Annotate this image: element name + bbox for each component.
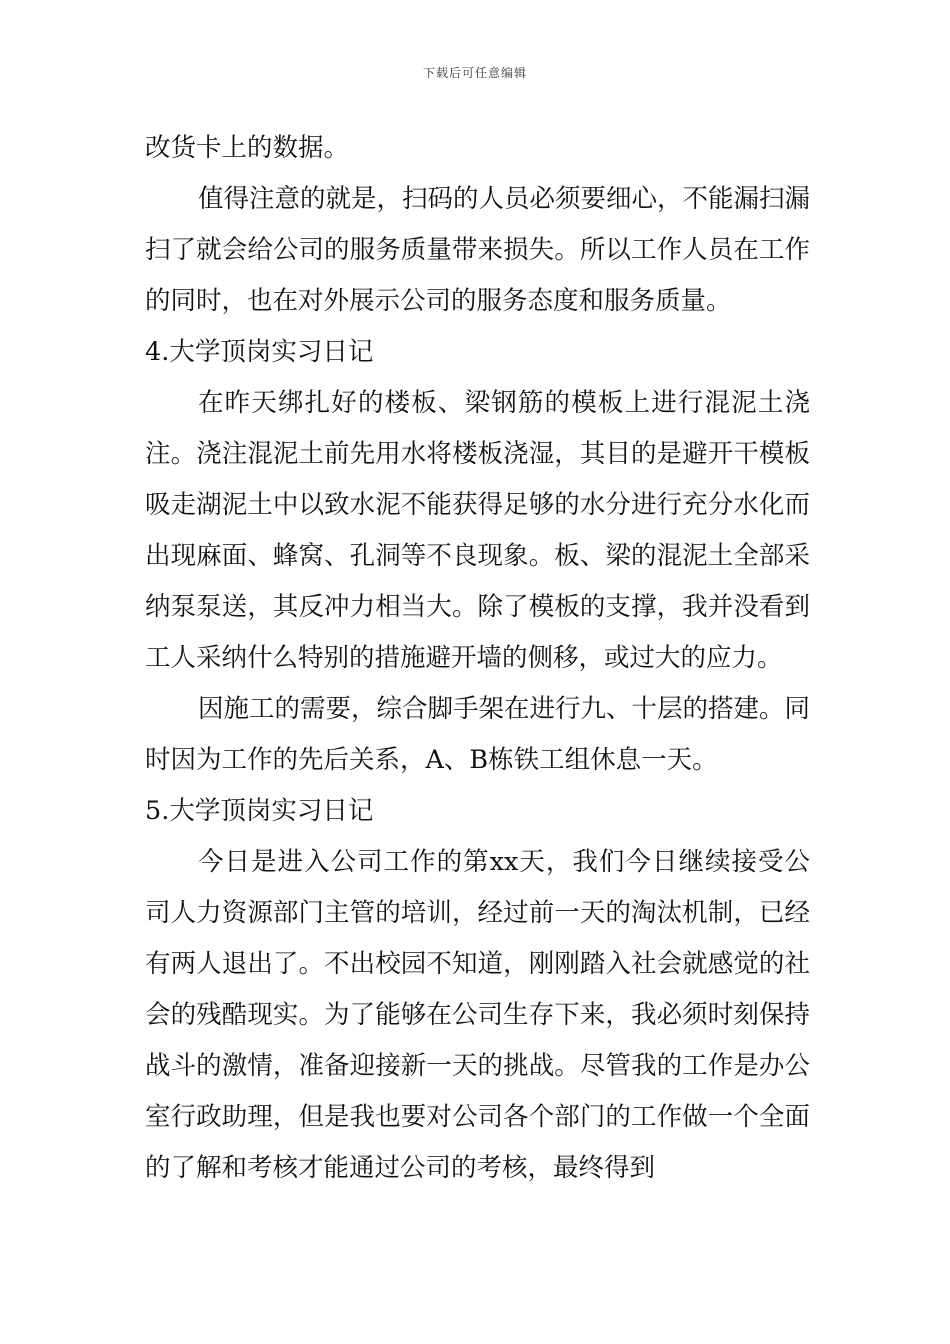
paragraph-continuation: 改货卡上的数据。 [145, 133, 350, 163]
paragraph-scanning-note: 值得注意的就是，扫码的人员必须要细心，不能漏扫漏扫了就会给公司的服务质量带来损失。所以工作人员在工作的同时，也在对外展示公司的服务态度和服务质量。 [145, 184, 811, 316]
page-header-note: 下载后可任意编辑 [422, 66, 527, 80]
document-body [145, 123, 810, 1194]
paragraph-training: 今日是进入公司工作的第xx天，我们今日继续接受公司人力资源部门主管的培训，经过前一天的淘汰机制，已经有两人退出了。不出校园不知道，刚刚踏入社会就感觉的社会的残酷现实。为了能够在公司生存下来，我必须时刻保持战斗的激情，准备迎接新一天的挑战。尽管我的工作是办公室行政助理，但是我也要对公司各个部门的工作做一个全面的了解和考核才能通过公司的考核，最终得到 [145, 847, 810, 1183]
paragraph-concrete-pouring: 在昨天绑扎好的楼板、梁钢筋的模板上进行混泥土浇注。浇注混泥土前先用水将楼板浇湿，其目的是避开干模板吸走湖泥土中以致水泥不能获得足够的水分进行充分水化而出现麻面、蜂窝、孔洞等不良现象。板、梁的混泥土全部采纳泵泵送，其反冲力相当大。除了模板的支撑，我并没看到工人采纳什么特别的措施避开墙的侧移，或过大的应力。 [145, 388, 810, 673]
section-heading-4: 4.大学顶岗实习日记 [145, 337, 374, 367]
paragraph-scaffolding: 因施工的需要，综合脚手架在进行九、十层的搭建。同时因为工作的先后关系，A、B栋铁工组休息一天。 [145, 694, 811, 775]
section-heading-5: 5.大学顶岗实习日记 [145, 796, 374, 826]
